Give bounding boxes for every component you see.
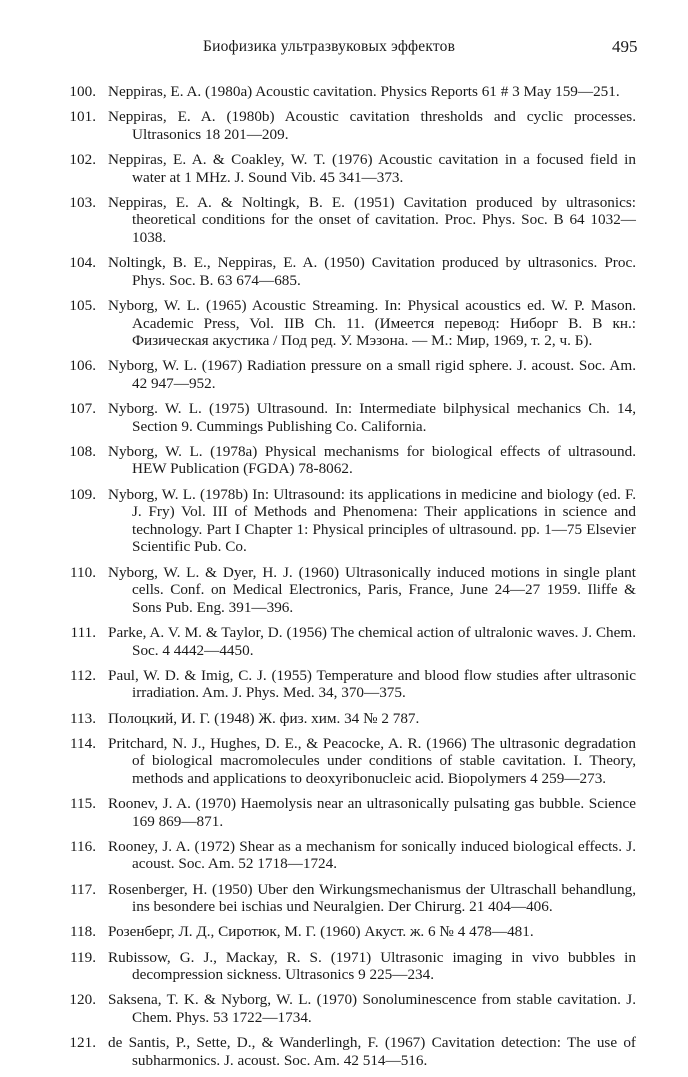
reference-text: Neppiras, E. A. & Noltingk, B. E. (1951) Cavitation produced by ultrasonics: theoretical conditions for the onset of cavitation. Proc. Phys. Soc. B 64 1032—1038. — [108, 193, 636, 246]
reference-item — [0, 838, 688, 873]
reference-text: Saksena, T. K. & Nyborg, W. L. (1970) Sonoluminescence from stable cavitation. J. Chem. Phys. 53 1722—1734. — [108, 991, 636, 1026]
reference-text: Розенберг, Л. Д., Сиротюк, М. Г. (1960) Акуст. ж. 6 № 4 478—481. — [108, 923, 534, 941]
reference-text: Nyborg, W. L. (1965) Acoustic Streaming. In: Physical acoustics ed. W. P. Mason. Academic Press, Vol. IIB Ch. 11. (Имеется перевод: Ниборг В. В кн.: Физическая акустика / Под ред. У. Мэзона. — М.: Мир, 1969, т. 2, ч. Б). — [108, 296, 636, 350]
reference-item — [0, 735, 688, 788]
reference-number: 113. — [69, 709, 96, 727]
reference-number: 107. — [69, 400, 96, 418]
reference-number: 104. — [69, 254, 96, 272]
reference-item — [0, 624, 688, 659]
reference-item — [0, 357, 688, 392]
reference-number: 101. — [69, 108, 96, 126]
reference-number: 109. — [69, 485, 96, 503]
reference-item — [0, 923, 688, 941]
reference-item — [0, 991, 688, 1026]
reference-item — [0, 881, 688, 916]
reference-text: Rooney, J. A. (1972) Shear as a mechanism for sonically induced biological effects. J. acoust. Soc. Am. 52 1718—1724. — [108, 837, 636, 873]
reference-number: 119. — [69, 948, 96, 966]
reference-number: 111. — [70, 623, 96, 641]
reference-item — [0, 151, 688, 186]
reference-text: Neppiras, E. A. (1980b) Acoustic cavitation thresholds and cyclic processes. Ultrasonics 18 201—209. — [108, 108, 636, 143]
reference-number: 105. — [69, 296, 96, 314]
reference-number: 110. — [69, 563, 96, 581]
reference-item — [0, 400, 688, 435]
reference-text: Nyborg, W. L. (1978b) In: Ultrasound: its applications in medicine and biology (ed. F. J. Fry) Vol. III of Methods and Phenomena: Their applications in science and technology. Part I Chapter 1: Physical principles of ultrasound. pp. 1—75 Elsevier Scientific Pub. Co. — [108, 485, 636, 556]
reference-text: Neppiras, E. A. (1980a) Acoustic cavitation. Physics Reports 61 # 3 May 159—251. — [108, 83, 620, 100]
reference-text: Nyborg. W. L. (1975) Ultrasound. In: Intermediate bilphysical mechanics Ch. 14, Section 9. Cummings Publishing Co. California. — [108, 400, 636, 435]
reference-number: 103. — [69, 193, 96, 211]
reference-item — [0, 83, 688, 101]
reference-text: Pritchard, N. J., Hughes, D. E., & Peacocke, A. R. (1966) The ultrasonic degradation of biological macromolecules under conditions of stable cavitation. I. Theory, methods and applications to deoxyribonucleic acid. Biopolymers 4 259—273. — [108, 734, 636, 787]
reference-number: 100. — [69, 83, 96, 100]
reference-text: Rubissow, G. J., Mackay, R. S. (1971) Ultrasonic imaging in vivo bubbles in decompression sickness. Ultrasonics 9 225—234. — [108, 948, 636, 984]
reference-text: Nyborg, W. L. & Dyer, H. J. (1960) Ultrasonically induced motions in single plant cells. Conf. on Medical Electronics, Paris, France, June 24—27 1959. Iliffe & Sons Pub. Eng. 391—396. — [108, 563, 636, 616]
reference-item — [0, 949, 688, 984]
reference-text: Nyborg, W. L. (1978a) Physical mechanisms for biological effects of ultrasound. HEW Publication (FGDA) 78-8062. — [108, 442, 636, 478]
reference-text: Полоцкий, И. Г. (1948) Ж. физ. хим. 34 № 2 787. — [108, 709, 420, 727]
page-number: 495 — [612, 37, 638, 56]
reference-item — [0, 486, 688, 556]
reference-number: 117. — [69, 880, 96, 898]
reference-item — [0, 795, 688, 830]
reference-number: 108. — [69, 442, 96, 460]
running-head: Биофизика ультразвуковых эффектов — [203, 38, 456, 55]
reference-item — [0, 194, 688, 247]
reference-item — [0, 1034, 688, 1069]
reference-number: 116. — [69, 837, 96, 855]
reference-number: 121. — [69, 1034, 96, 1052]
reference-list — [0, 83, 688, 1077]
reference-text: Rosenberger, H. (1950) Uber den Wirkungsmechanismus der Ultraschall behandlung, ins besondere bei ischias und Neuralgien. Der Chirurg. 21 404—406. — [108, 880, 636, 916]
reference-text: Parke, A. V. M. & Taylor, D. (1956) The chemical action of ultralonic waves. J. Chem. Soc. 4 4442—4450. — [108, 623, 636, 659]
reference-text: Roonev, J. A. (1970) Haemolysis near an ultrasonically pulsating gas bubble. Science 169 869—871. — [108, 795, 636, 830]
reference-number: 112. — [69, 666, 96, 684]
reference-text: Paul, W. D. & Imig, C. J. (1955) Temperature and blood flow studies after ultrasonic irradiation. Am. J. Phys. Med. 34, 370—375. — [108, 666, 636, 702]
reference-number: 106. — [69, 357, 96, 375]
reference-item — [0, 108, 688, 143]
reference-item — [0, 443, 688, 478]
reference-number: 114. — [69, 734, 96, 752]
reference-number: 118. — [69, 923, 96, 941]
reference-text: Nyborg, W. L. (1967) Radiation pressure on a small rigid sphere. J. acoust. Soc. Am. 42 947—952. — [108, 357, 636, 392]
reference-item — [0, 564, 688, 617]
reference-text: de Santis, P., Sette, D., & Wanderlingh, F. (1967) Cavitation detection: The use of subharmonics. J. acoust. Soc. Am. 42 514—516. — [108, 1034, 636, 1069]
reference-item — [0, 297, 688, 350]
reference-number: 102. — [69, 150, 96, 168]
reference-text: Noltingk, B. E., Neppiras, E. A. (1950) Cavitation produced by ultrasonics. Proc. Phys. Soc. B. 63 674—685. — [108, 254, 636, 289]
reference-item — [0, 710, 688, 728]
reference-number: 120. — [69, 991, 96, 1009]
reference-item — [0, 667, 688, 702]
reference-number: 115. — [69, 795, 96, 813]
reference-item — [0, 254, 688, 289]
reference-text: Neppiras, E. A. & Coakley, W. T. (1976) Acoustic cavitation in a focused field in water at 1 MHz. J. Sound Vib. 45 341—373. — [108, 150, 636, 186]
